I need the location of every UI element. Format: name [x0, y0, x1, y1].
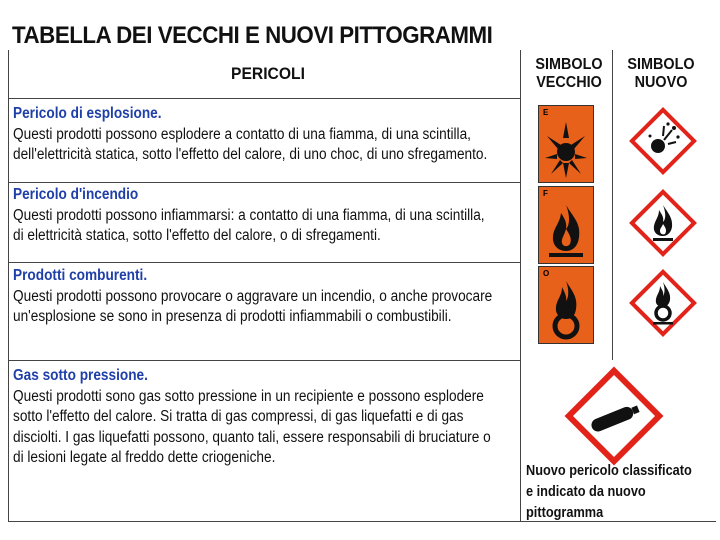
row-desc-line: un'esplosione se sono in presenza di prodotti infiammabili o combustibili.: [13, 308, 452, 325]
table-row-rule-3: [8, 360, 520, 361]
gas-cylinder-icon: [560, 362, 668, 470]
row-desc-line: disciolti. I gas liquefatti possono, quanto tali, essere responsabili di bruciature o: [13, 428, 491, 446]
row-title: Prodotti comburenti.: [13, 267, 148, 284]
row-desc-line: Questi prodotti sono gas sotto pressione in un recipiente e possono esplodere: [13, 387, 484, 405]
new-hazard-note: [526, 460, 709, 523]
header-old-line1: SIMBOLO: [535, 56, 603, 73]
table-row: [13, 266, 519, 328]
row-desc-line: Questi prodotti possono esplodere a contatto di una fiamma, di una scintilla,: [13, 125, 471, 143]
header-new-line2: NUOVO: [634, 74, 688, 91]
header-new-symbol: [621, 56, 702, 92]
table-row: [13, 104, 519, 166]
table-row: [13, 366, 519, 469]
row-title: Pericolo d'incendio: [13, 186, 139, 203]
table-border-left: [8, 50, 9, 522]
flame-over-circle-icon: [538, 266, 594, 344]
row-desc-line: di lesioni legate al freddo dette criogeniche.: [13, 449, 276, 466]
table-divider-symbols: [612, 50, 613, 360]
exploding-bomb-icon: [628, 106, 698, 176]
header-old-line2: VECCHIO: [536, 74, 602, 91]
header-pericoli: PERICOLI: [231, 64, 305, 83]
table-row-rule-2: [8, 262, 520, 263]
old-symbol-letter: O: [543, 269, 550, 278]
row-title: Gas sotto pressione.: [13, 367, 148, 384]
flame-icon: [538, 186, 594, 264]
row-title: Pericolo di esplosione.: [13, 105, 162, 122]
row-desc-line: Questi prodotti possono provocare o aggravare un incendio, o anche provocare: [13, 287, 493, 305]
note-line: Nuovo pericolo classificato: [526, 462, 692, 479]
table-row: [13, 185, 519, 247]
row-desc-line: dell'elettricità statica, sotto l'effetto del calore, di uno choc, di uno sfregamento.: [13, 146, 488, 163]
table-header-rule: [8, 98, 520, 99]
explosion-icon: [538, 105, 594, 183]
page-title: TABELLA DEI VECCHI E NUOVI PITTOGRAMMI: [12, 22, 493, 49]
row-desc-line: sotto l'effetto del calore. Si tratta di gas compressi, di gas liquefatti e di gas: [13, 408, 464, 425]
pictogram-table: [8, 50, 716, 522]
note-line: pittogramma: [526, 504, 604, 521]
flame-icon: [628, 188, 698, 258]
table-row-rule-1: [8, 182, 520, 183]
flame-over-circle-icon: [628, 268, 698, 338]
old-symbol-letter: F: [543, 189, 548, 198]
row-desc-line: di elettricità statica, sotto l'effetto del calore, o di sfregamenti.: [13, 227, 381, 244]
old-symbol-letter: E: [543, 108, 549, 117]
table-divider-text: [520, 50, 521, 522]
header-old-symbol: [529, 56, 610, 92]
header-new-line1: SIMBOLO: [627, 56, 695, 73]
note-line: e indicato da nuovo: [526, 483, 646, 500]
row-desc-line: Questi prodotti possono infiammarsi: a contatto di una fiamma, di una scintilla,: [13, 206, 485, 224]
